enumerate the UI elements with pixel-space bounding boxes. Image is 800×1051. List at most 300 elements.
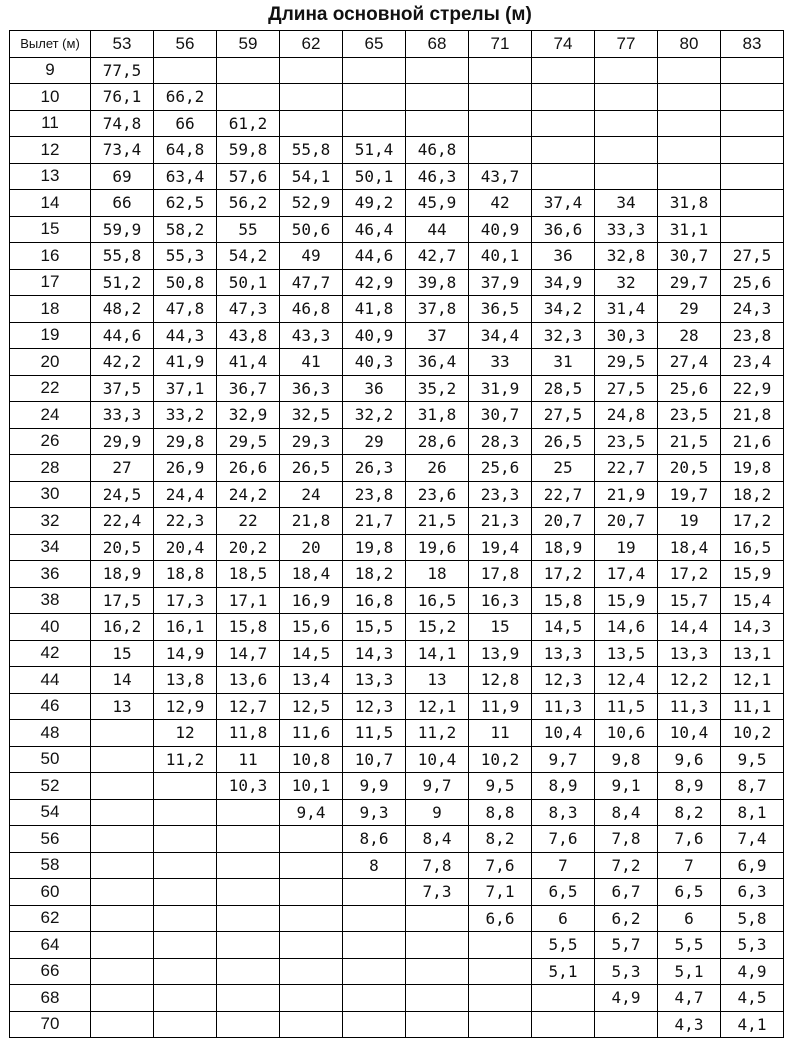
capacity-cell: 29,8	[154, 428, 217, 455]
capacity-cell	[469, 985, 532, 1012]
capacity-cell	[91, 932, 154, 959]
capacity-cell: 9,1	[595, 773, 658, 800]
capacity-cell	[532, 110, 595, 137]
capacity-cell	[91, 826, 154, 853]
capacity-cell: 50,1	[343, 163, 406, 190]
capacity-cell: 24,8	[595, 402, 658, 429]
capacity-cell: 40,3	[343, 349, 406, 376]
capacity-cell: 29	[343, 428, 406, 455]
capacity-cell: 11,1	[721, 693, 784, 720]
capacity-cell	[532, 84, 595, 111]
reach-cell: 19	[10, 322, 91, 349]
capacity-cell: 8,9	[658, 773, 721, 800]
capacity-cell	[91, 1011, 154, 1038]
capacity-cell	[721, 137, 784, 164]
capacity-cell: 6	[532, 905, 595, 932]
reach-cell: 52	[10, 773, 91, 800]
capacity-cell	[154, 1011, 217, 1038]
capacity-cell: 18,9	[532, 534, 595, 561]
capacity-cell: 15,5	[343, 614, 406, 641]
capacity-cell: 10,1	[280, 773, 343, 800]
capacity-cell: 24,2	[217, 481, 280, 508]
capacity-cell	[343, 57, 406, 84]
capacity-cell: 12,5	[280, 693, 343, 720]
capacity-cell	[469, 57, 532, 84]
capacity-cell: 19	[595, 534, 658, 561]
capacity-cell: 10,7	[343, 746, 406, 773]
table-row	[10, 481, 784, 508]
capacity-cell: 21,3	[469, 508, 532, 535]
capacity-cell: 48,2	[91, 296, 154, 323]
capacity-cell: 17,2	[721, 508, 784, 535]
capacity-cell: 19,6	[406, 534, 469, 561]
capacity-cell: 26,9	[154, 455, 217, 482]
capacity-cell: 33,3	[595, 216, 658, 243]
table-row	[10, 534, 784, 561]
capacity-cell	[721, 110, 784, 137]
capacity-cell: 37,1	[154, 375, 217, 402]
capacity-cell: 14	[91, 667, 154, 694]
capacity-cell	[658, 137, 721, 164]
capacity-cell: 11	[469, 720, 532, 747]
capacity-cell: 31	[532, 349, 595, 376]
capacity-cell: 22,4	[91, 508, 154, 535]
load-chart-table	[9, 30, 784, 1038]
capacity-cell: 20,5	[658, 455, 721, 482]
capacity-cell: 11,2	[154, 746, 217, 773]
capacity-cell: 37,4	[532, 190, 595, 217]
capacity-cell: 55,8	[280, 137, 343, 164]
capacity-cell: 55	[217, 216, 280, 243]
capacity-cell: 23,8	[721, 322, 784, 349]
table-row	[10, 826, 784, 853]
capacity-cell: 17,8	[469, 561, 532, 588]
capacity-cell: 15	[91, 640, 154, 667]
column-header: 65	[343, 31, 406, 58]
capacity-cell	[154, 985, 217, 1012]
capacity-cell: 23,8	[343, 481, 406, 508]
capacity-cell: 17,5	[91, 587, 154, 614]
table-row	[10, 720, 784, 747]
table-row	[10, 110, 784, 137]
capacity-cell: 29,5	[217, 428, 280, 455]
capacity-cell: 32,9	[217, 402, 280, 429]
capacity-cell	[343, 879, 406, 906]
capacity-cell: 16,5	[406, 587, 469, 614]
capacity-cell: 15,2	[406, 614, 469, 641]
capacity-cell: 13,3	[658, 640, 721, 667]
capacity-cell: 25	[532, 455, 595, 482]
capacity-cell: 29,5	[595, 349, 658, 376]
table-row	[10, 137, 784, 164]
reach-cell: 10	[10, 84, 91, 111]
capacity-cell: 32	[595, 269, 658, 296]
capacity-cell: 27,5	[595, 375, 658, 402]
capacity-cell: 31,4	[595, 296, 658, 323]
reach-cell: 30	[10, 481, 91, 508]
capacity-cell: 12	[154, 720, 217, 747]
table-row	[10, 879, 784, 906]
capacity-cell: 30,7	[658, 243, 721, 270]
column-header: 53	[91, 31, 154, 58]
table-row	[10, 455, 784, 482]
table-row	[10, 349, 784, 376]
capacity-cell: 9,6	[658, 746, 721, 773]
table-row	[10, 57, 784, 84]
capacity-cell	[595, 137, 658, 164]
capacity-cell: 54,2	[217, 243, 280, 270]
capacity-cell: 6,7	[595, 879, 658, 906]
capacity-cell	[217, 958, 280, 985]
capacity-cell: 36,5	[469, 296, 532, 323]
capacity-cell: 7,3	[406, 879, 469, 906]
capacity-cell	[91, 879, 154, 906]
capacity-cell	[343, 110, 406, 137]
capacity-cell: 4,5	[721, 985, 784, 1012]
reach-cell: 28	[10, 455, 91, 482]
capacity-cell: 39,8	[406, 269, 469, 296]
capacity-cell	[154, 879, 217, 906]
capacity-cell: 10,6	[595, 720, 658, 747]
capacity-cell	[280, 57, 343, 84]
capacity-cell: 9,5	[721, 746, 784, 773]
capacity-cell: 45,9	[406, 190, 469, 217]
capacity-cell: 32,3	[532, 322, 595, 349]
reach-cell: 64	[10, 932, 91, 959]
capacity-cell: 8,2	[469, 826, 532, 853]
capacity-cell: 46,8	[280, 296, 343, 323]
capacity-cell: 18,4	[658, 534, 721, 561]
capacity-cell: 59,9	[91, 216, 154, 243]
capacity-cell: 10,2	[721, 720, 784, 747]
capacity-cell: 10,4	[406, 746, 469, 773]
capacity-cell: 40,9	[469, 216, 532, 243]
capacity-cell: 13,5	[595, 640, 658, 667]
capacity-cell	[154, 773, 217, 800]
capacity-cell	[280, 84, 343, 111]
capacity-cell: 8,6	[343, 826, 406, 853]
reach-cell: 15	[10, 216, 91, 243]
capacity-cell: 9,4	[280, 799, 343, 826]
capacity-cell: 9,5	[469, 773, 532, 800]
capacity-cell: 51,4	[343, 137, 406, 164]
capacity-cell: 22,3	[154, 508, 217, 535]
capacity-cell: 13,3	[343, 667, 406, 694]
capacity-cell: 21,7	[343, 508, 406, 535]
capacity-cell: 46,3	[406, 163, 469, 190]
capacity-cell: 7,6	[658, 826, 721, 853]
capacity-cell: 15,9	[721, 561, 784, 588]
capacity-cell: 19,4	[469, 534, 532, 561]
capacity-cell	[91, 746, 154, 773]
capacity-cell	[280, 958, 343, 985]
capacity-cell: 36	[532, 243, 595, 270]
column-header: 80	[658, 31, 721, 58]
capacity-cell	[280, 110, 343, 137]
capacity-cell: 17,2	[532, 561, 595, 588]
reach-cell: 34	[10, 534, 91, 561]
capacity-cell: 50,1	[217, 269, 280, 296]
capacity-cell: 21,9	[595, 481, 658, 508]
capacity-cell: 25,6	[469, 455, 532, 482]
reach-cell: 58	[10, 852, 91, 879]
capacity-cell	[532, 57, 595, 84]
reach-cell: 26	[10, 428, 91, 455]
capacity-cell: 17,2	[658, 561, 721, 588]
capacity-cell	[217, 932, 280, 959]
capacity-cell: 6,3	[721, 879, 784, 906]
capacity-cell: 7,8	[406, 852, 469, 879]
capacity-cell: 12,9	[154, 693, 217, 720]
table-row	[10, 773, 784, 800]
table-row	[10, 746, 784, 773]
capacity-cell: 31,9	[469, 375, 532, 402]
capacity-cell: 47,7	[280, 269, 343, 296]
reach-cell: 20	[10, 349, 91, 376]
capacity-cell: 66	[91, 190, 154, 217]
capacity-cell	[280, 985, 343, 1012]
capacity-cell	[469, 1011, 532, 1038]
capacity-cell: 44,6	[91, 322, 154, 349]
table-row	[10, 561, 784, 588]
capacity-cell: 21,6	[721, 428, 784, 455]
capacity-cell: 5,8	[721, 905, 784, 932]
reach-cell: 46	[10, 693, 91, 720]
capacity-cell: 12,7	[217, 693, 280, 720]
capacity-cell: 7,8	[595, 826, 658, 853]
capacity-cell: 18,2	[721, 481, 784, 508]
capacity-cell: 63,4	[154, 163, 217, 190]
capacity-cell: 14,5	[532, 614, 595, 641]
table-row	[10, 375, 784, 402]
capacity-cell: 18	[406, 561, 469, 588]
capacity-cell	[406, 905, 469, 932]
capacity-cell: 6,9	[721, 852, 784, 879]
table-row	[10, 1011, 784, 1038]
capacity-cell: 34	[595, 190, 658, 217]
capacity-cell: 22	[217, 508, 280, 535]
capacity-cell: 58,2	[154, 216, 217, 243]
capacity-cell	[721, 163, 784, 190]
capacity-cell: 11,2	[406, 720, 469, 747]
capacity-cell: 15,9	[595, 587, 658, 614]
capacity-cell: 37,9	[469, 269, 532, 296]
capacity-cell: 13,1	[721, 640, 784, 667]
capacity-cell: 19,7	[658, 481, 721, 508]
capacity-cell: 34,2	[532, 296, 595, 323]
capacity-cell: 46,8	[406, 137, 469, 164]
capacity-cell	[406, 932, 469, 959]
reach-cell: 44	[10, 667, 91, 694]
capacity-cell: 14,4	[658, 614, 721, 641]
corner-label: Вылет (м)	[10, 31, 91, 58]
capacity-cell: 44	[406, 216, 469, 243]
capacity-cell: 5,7	[595, 932, 658, 959]
capacity-cell: 32,5	[280, 402, 343, 429]
capacity-cell: 21,8	[280, 508, 343, 535]
capacity-cell: 5,1	[532, 958, 595, 985]
capacity-cell: 8,8	[469, 799, 532, 826]
capacity-cell: 8,4	[406, 826, 469, 853]
capacity-cell	[91, 958, 154, 985]
capacity-cell	[343, 932, 406, 959]
capacity-cell: 8,2	[658, 799, 721, 826]
reach-cell: 50	[10, 746, 91, 773]
reach-cell: 48	[10, 720, 91, 747]
capacity-cell: 26,3	[343, 455, 406, 482]
capacity-cell	[154, 932, 217, 959]
capacity-cell	[280, 826, 343, 853]
capacity-cell: 24,5	[91, 481, 154, 508]
capacity-cell: 29,3	[280, 428, 343, 455]
capacity-cell	[343, 905, 406, 932]
capacity-cell	[280, 905, 343, 932]
capacity-cell: 51,2	[91, 269, 154, 296]
capacity-cell: 36,4	[406, 349, 469, 376]
capacity-cell: 24,4	[154, 481, 217, 508]
capacity-cell: 16,5	[721, 534, 784, 561]
column-header: 68	[406, 31, 469, 58]
table-row	[10, 958, 784, 985]
capacity-cell: 13,6	[217, 667, 280, 694]
capacity-cell: 12,4	[595, 667, 658, 694]
capacity-cell: 41,9	[154, 349, 217, 376]
capacity-cell: 8,9	[532, 773, 595, 800]
capacity-cell	[658, 84, 721, 111]
table-row	[10, 640, 784, 667]
capacity-cell	[217, 1011, 280, 1038]
capacity-cell: 28,5	[532, 375, 595, 402]
capacity-cell: 21,5	[406, 508, 469, 535]
capacity-cell: 61,2	[217, 110, 280, 137]
capacity-cell: 47,8	[154, 296, 217, 323]
capacity-cell: 4,1	[721, 1011, 784, 1038]
capacity-cell: 23,5	[658, 402, 721, 429]
capacity-cell: 20,5	[91, 534, 154, 561]
capacity-cell	[721, 84, 784, 111]
capacity-cell: 7	[532, 852, 595, 879]
capacity-cell: 36,7	[217, 375, 280, 402]
capacity-cell: 57,6	[217, 163, 280, 190]
capacity-cell: 14,1	[406, 640, 469, 667]
table-row	[10, 985, 784, 1012]
capacity-cell	[91, 852, 154, 879]
capacity-cell	[91, 720, 154, 747]
capacity-cell	[469, 110, 532, 137]
capacity-cell: 11,5	[595, 693, 658, 720]
capacity-cell	[721, 216, 784, 243]
capacity-cell: 12,3	[343, 693, 406, 720]
capacity-cell	[343, 84, 406, 111]
reach-cell: 24	[10, 402, 91, 429]
capacity-cell: 74,8	[91, 110, 154, 137]
capacity-cell: 18,9	[91, 561, 154, 588]
table-row	[10, 216, 784, 243]
capacity-cell: 26,6	[217, 455, 280, 482]
capacity-cell	[532, 985, 595, 1012]
table-row	[10, 508, 784, 535]
table-row	[10, 932, 784, 959]
capacity-cell: 17,3	[154, 587, 217, 614]
table-row	[10, 402, 784, 429]
capacity-cell	[532, 137, 595, 164]
capacity-cell	[154, 799, 217, 826]
capacity-cell: 69	[91, 163, 154, 190]
table-row	[10, 296, 784, 323]
capacity-cell: 18,2	[343, 561, 406, 588]
capacity-cell: 24	[280, 481, 343, 508]
capacity-cell: 7,6	[469, 852, 532, 879]
capacity-cell: 33,2	[154, 402, 217, 429]
capacity-cell: 11,3	[658, 693, 721, 720]
capacity-cell	[406, 985, 469, 1012]
capacity-cell: 13,4	[280, 667, 343, 694]
capacity-cell: 15,8	[217, 614, 280, 641]
capacity-cell	[721, 190, 784, 217]
capacity-cell: 31,1	[658, 216, 721, 243]
capacity-cell: 62,5	[154, 190, 217, 217]
reach-cell: 36	[10, 561, 91, 588]
reach-cell: 12	[10, 137, 91, 164]
capacity-cell: 49	[280, 243, 343, 270]
capacity-cell: 21,8	[721, 402, 784, 429]
column-header: 62	[280, 31, 343, 58]
capacity-cell: 34,9	[532, 269, 595, 296]
capacity-cell: 59,8	[217, 137, 280, 164]
capacity-cell: 41	[280, 349, 343, 376]
capacity-cell: 26,5	[532, 428, 595, 455]
capacity-cell	[595, 110, 658, 137]
capacity-cell: 8,3	[532, 799, 595, 826]
capacity-cell: 20,4	[154, 534, 217, 561]
capacity-cell: 31,8	[406, 402, 469, 429]
capacity-cell: 15,6	[280, 614, 343, 641]
capacity-cell	[154, 826, 217, 853]
capacity-cell	[217, 852, 280, 879]
table-row	[10, 667, 784, 694]
table-row	[10, 322, 784, 349]
capacity-cell: 19	[658, 508, 721, 535]
capacity-cell: 43,3	[280, 322, 343, 349]
capacity-cell	[280, 852, 343, 879]
capacity-cell	[343, 985, 406, 1012]
capacity-cell: 33	[469, 349, 532, 376]
capacity-cell	[406, 1011, 469, 1038]
capacity-cell: 43,8	[217, 322, 280, 349]
column-header: 74	[532, 31, 595, 58]
reach-cell: 14	[10, 190, 91, 217]
capacity-cell: 41,4	[217, 349, 280, 376]
capacity-cell	[595, 163, 658, 190]
capacity-cell: 21,5	[658, 428, 721, 455]
capacity-cell: 9,7	[406, 773, 469, 800]
capacity-cell: 66	[154, 110, 217, 137]
capacity-cell: 37,8	[406, 296, 469, 323]
capacity-cell	[406, 110, 469, 137]
capacity-cell: 77,5	[91, 57, 154, 84]
capacity-cell: 12,1	[406, 693, 469, 720]
capacity-cell: 27,5	[721, 243, 784, 270]
capacity-cell: 6,5	[658, 879, 721, 906]
reach-cell: 40	[10, 614, 91, 641]
reach-cell: 9	[10, 57, 91, 84]
capacity-cell	[217, 985, 280, 1012]
capacity-cell: 10,3	[217, 773, 280, 800]
capacity-cell: 16,8	[343, 587, 406, 614]
capacity-cell: 5,5	[532, 932, 595, 959]
capacity-cell: 36,6	[532, 216, 595, 243]
capacity-cell: 27,4	[658, 349, 721, 376]
